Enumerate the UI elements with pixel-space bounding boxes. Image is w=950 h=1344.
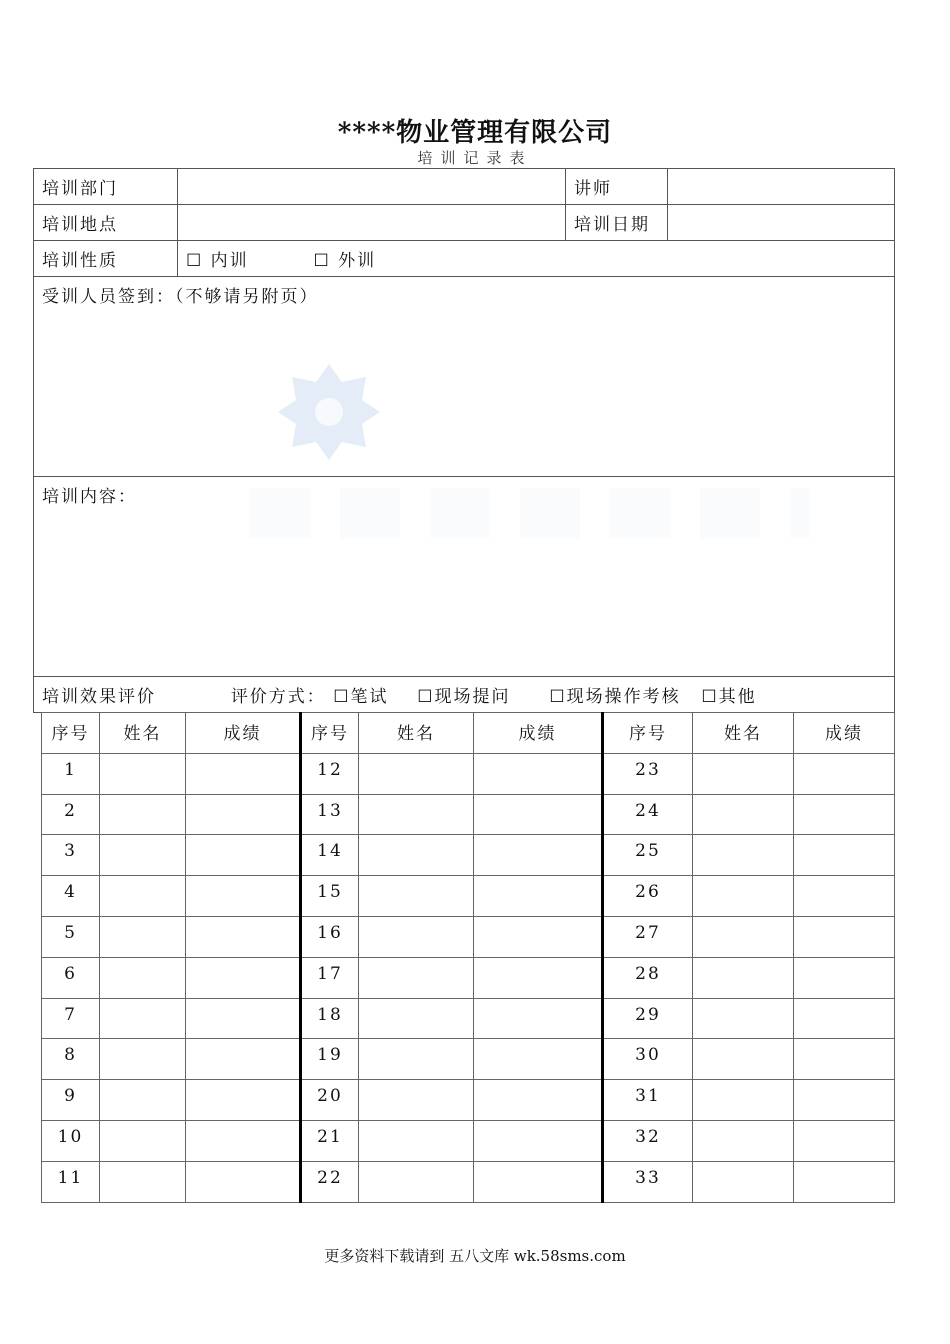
seq-number: 20 [301,1080,359,1121]
score-cell[interactable] [474,1120,603,1161]
col-header: 姓名 [100,713,186,754]
score-cell[interactable] [794,1080,895,1121]
department-label: 培训部门 [34,169,178,205]
name-cell[interactable] [100,957,186,998]
department-field[interactable] [178,169,566,205]
seq-number: 7 [42,998,100,1039]
seq-number: 3 [42,835,100,876]
seq-number: 4 [42,876,100,917]
score-cell[interactable] [474,835,603,876]
score-cell[interactable] [474,794,603,835]
name-cell[interactable] [359,1080,474,1121]
name-cell[interactable] [100,876,186,917]
name-cell[interactable] [359,998,474,1039]
score-cell[interactable] [474,916,603,957]
watermark-text [250,488,810,538]
score-cell[interactable] [186,1080,301,1121]
seq-number: 32 [603,1120,693,1161]
seq-number: 29 [603,998,693,1039]
page-subtitle: 培训记录表 [417,149,533,167]
name-cell[interactable] [100,1039,186,1080]
col-header: 成绩 [474,713,603,754]
name-cell[interactable] [693,957,794,998]
table-row [42,753,895,794]
seq-number: 27 [603,916,693,957]
date-field[interactable] [668,205,895,241]
score-cell[interactable] [474,1039,603,1080]
score-cell[interactable] [794,916,895,957]
name-cell[interactable] [100,835,186,876]
table-row [42,1120,895,1161]
score-cell[interactable] [186,753,301,794]
name-cell[interactable] [693,1120,794,1161]
score-cell[interactable] [186,1161,301,1202]
col-header: 成绩 [186,713,301,754]
name-cell[interactable] [100,753,186,794]
name-cell[interactable] [359,753,474,794]
internal-training-checkbox[interactable]: ☐ 内训 [186,251,249,271]
seq-number: 6 [42,957,100,998]
seq-number: 16 [301,916,359,957]
seq-number: 33 [603,1161,693,1202]
name-cell[interactable] [693,753,794,794]
table-row [42,1039,895,1080]
seq-number: 10 [42,1120,100,1161]
score-cell[interactable] [186,876,301,917]
col-header: 成绩 [794,713,895,754]
signin-note: （不够请另附页） [175,287,319,307]
footer-text: 更多资料下载请到 五八文库 wk.58sms.com [324,1247,626,1265]
page-title: ****物业管理有限公司 [337,118,613,148]
table-row [42,1080,895,1121]
table-row [42,835,895,876]
table-row [42,998,895,1039]
seq-number: 31 [603,1080,693,1121]
score-cell[interactable] [794,753,895,794]
score-cell[interactable] [186,916,301,957]
score-cell[interactable] [474,876,603,917]
seq-number: 23 [603,753,693,794]
seq-number: 12 [301,753,359,794]
written-test-checkbox[interactable]: ☐笔试 [333,687,389,707]
seq-number: 17 [301,957,359,998]
name-cell[interactable] [693,876,794,917]
other-method-checkbox[interactable]: ☐其他 [701,687,757,707]
name-cell[interactable] [693,794,794,835]
seq-number: 28 [603,957,693,998]
seq-number: 22 [301,1161,359,1202]
seq-number: 9 [42,1080,100,1121]
name-cell[interactable] [693,1080,794,1121]
seq-number: 15 [301,876,359,917]
name-cell[interactable] [100,998,186,1039]
score-cell[interactable] [794,1039,895,1080]
lecturer-field[interactable] [668,169,895,205]
lecturer-label: 讲师 [566,169,668,205]
name-cell[interactable] [693,998,794,1039]
seq-number: 14 [301,835,359,876]
seq-number: 13 [301,794,359,835]
name-cell[interactable] [359,916,474,957]
table-row [42,794,895,835]
score-cell[interactable] [186,998,301,1039]
name-cell[interactable] [693,1161,794,1202]
score-cell[interactable] [474,753,603,794]
name-cell[interactable] [693,835,794,876]
score-cell[interactable] [474,1161,603,1202]
seq-number: 11 [42,1161,100,1202]
evaluation-label: 培训效果评价 [42,687,156,707]
score-cell[interactable] [186,794,301,835]
score-cell[interactable] [794,835,895,876]
score-cell[interactable] [474,957,603,998]
name-cell[interactable] [100,794,186,835]
name-cell[interactable] [693,916,794,957]
signin-label: 受训人员签到： [42,287,175,307]
seq-number: 1 [42,753,100,794]
score-cell[interactable] [794,1161,895,1202]
score-cell[interactable] [794,957,895,998]
name-cell[interactable] [693,1039,794,1080]
seq-number: 30 [603,1039,693,1080]
seq-number: 24 [603,794,693,835]
name-cell[interactable] [100,916,186,957]
score-cell[interactable] [794,1120,895,1161]
name-cell[interactable] [359,794,474,835]
score-cell[interactable] [186,835,301,876]
score-cell[interactable] [186,1120,301,1161]
score-cell[interactable] [186,957,301,998]
location-label: 培训地点 [34,205,178,241]
content-label: 培训内容： [42,487,137,507]
signin-section[interactable] [34,277,895,477]
col-header: 姓名 [359,713,474,754]
grades-table [41,712,895,1203]
name-cell[interactable] [359,957,474,998]
training-form [33,168,895,713]
grades-header-row [42,713,895,754]
score-cell[interactable] [794,876,895,917]
nature-label: 培训性质 [34,241,178,277]
name-cell[interactable] [100,1080,186,1121]
name-cell[interactable] [359,1039,474,1080]
col-header: 序号 [603,713,693,754]
score-cell[interactable] [186,1039,301,1080]
table-row [42,1161,895,1202]
watermark-logo [276,362,382,462]
seq-number: 8 [42,1039,100,1080]
seq-number: 2 [42,794,100,835]
name-cell[interactable] [359,835,474,876]
seq-number: 25 [603,835,693,876]
location-field[interactable] [178,205,566,241]
evaluation-row [34,677,895,713]
seq-number: 18 [301,998,359,1039]
score-cell[interactable] [474,1080,603,1121]
seq-number: 21 [301,1120,359,1161]
name-cell[interactable] [100,1120,186,1161]
date-label: 培训日期 [566,205,668,241]
col-header: 序号 [42,713,100,754]
col-header: 序号 [301,713,359,754]
table-row [42,876,895,917]
method-label: 评价方式： [230,687,326,707]
table-row [42,957,895,998]
score-cell[interactable] [794,794,895,835]
table-row [42,916,895,957]
seq-number: 5 [42,916,100,957]
col-header: 姓名 [693,713,794,754]
name-cell[interactable] [100,1161,186,1202]
seq-number: 19 [301,1039,359,1080]
onsite-operation-checkbox[interactable]: ☐现场操作考核 [549,687,681,707]
onsite-question-checkbox[interactable]: ☐现场提问 [417,687,511,707]
name-cell[interactable] [359,1120,474,1161]
nature-options [178,241,895,277]
score-cell[interactable] [794,998,895,1039]
seq-number: 26 [603,876,693,917]
name-cell[interactable] [359,876,474,917]
name-cell[interactable] [359,1161,474,1202]
score-cell[interactable] [474,998,603,1039]
external-training-checkbox[interactable]: ☐ 外训 [313,251,377,271]
